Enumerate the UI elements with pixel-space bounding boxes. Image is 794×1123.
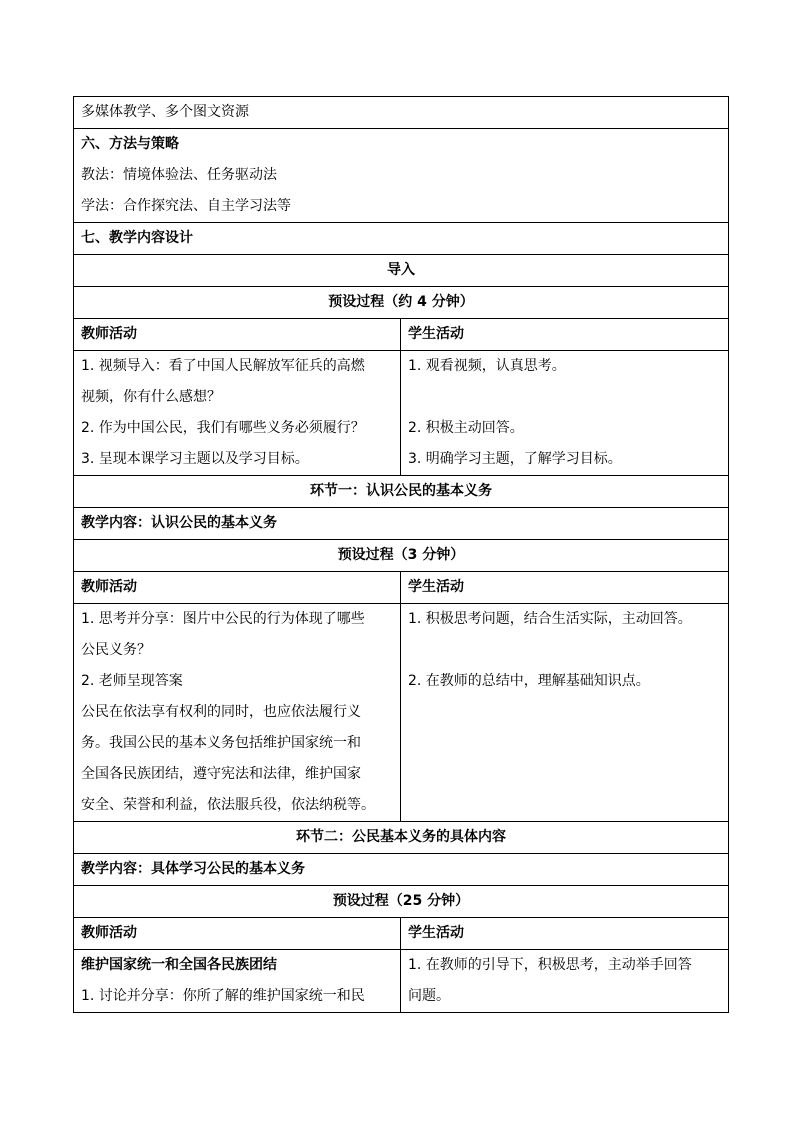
link2-content: 教学内容：具体学习公民的基本义务 xyxy=(74,854,729,886)
link1-title-row xyxy=(74,476,729,508)
teaching-method: 教法：情境体验法、任务驱动法 xyxy=(81,167,277,183)
link1-student-activity xyxy=(401,604,729,822)
resources-row xyxy=(74,97,729,129)
link1-process: 预设过程（3 分钟） xyxy=(74,540,729,572)
intro-header-row xyxy=(74,319,729,351)
intro-process-row xyxy=(74,287,729,319)
methods-row xyxy=(74,129,729,223)
lesson-plan-document xyxy=(73,96,728,1013)
spacer xyxy=(408,635,721,666)
link1-teacher-line: 务。我国公民的基本义务包括维护国家统一和 xyxy=(81,735,361,751)
lesson-plan-table xyxy=(73,96,729,1013)
intro-title-row xyxy=(74,255,729,287)
link2-teacher-header: 教师活动 xyxy=(74,918,401,950)
intro-title: 导入 xyxy=(74,255,729,287)
intro-student-header: 学生活动 xyxy=(401,319,729,351)
intro-student-line: 2. 积极主动回答。 xyxy=(408,420,524,436)
link2-title: 环节二：公民基本义务的具体内容 xyxy=(74,822,729,854)
link2-process-row xyxy=(74,886,729,918)
link1-teacher-line: 公民在依法享有权利的同时，也应依法履行义 xyxy=(81,704,361,720)
link1-teacher-line: 安全、荣誉和利益，依法服兵役，依法纳税等。 xyxy=(81,797,375,813)
link2-activity-row xyxy=(74,950,729,1013)
link2-content-row xyxy=(74,854,729,886)
link1-teacher-line: 1. 思考并分享：图片中公民的行为体现了哪些 xyxy=(81,611,365,627)
link1-teacher-line: 公民义务？ xyxy=(81,642,151,658)
link2-title-row xyxy=(74,822,729,854)
link1-student-header: 学生活动 xyxy=(401,572,729,604)
link2-teacher-subheading: 维护国家统一和全国各民族团结 xyxy=(81,957,277,973)
link1-teacher-line: 全国各民族团结，遵守宪法和法律，维护国家 xyxy=(81,766,361,782)
link1-title: 环节一：认识公民的基本义务 xyxy=(74,476,729,508)
link2-header-row xyxy=(74,918,729,950)
intro-process: 预设过程（约 4 分钟） xyxy=(74,287,729,319)
intro-activity-row xyxy=(74,351,729,476)
methods-cell xyxy=(74,129,729,223)
section7-row xyxy=(74,223,729,255)
link1-header-row xyxy=(74,572,729,604)
link1-activity-row xyxy=(74,604,729,822)
spacer xyxy=(408,382,721,413)
intro-teacher-header: 教师活动 xyxy=(74,319,401,351)
learning-method: 学法：合作探究法、自主学习法等 xyxy=(81,198,291,214)
link2-student-activity xyxy=(401,950,729,1013)
intro-teacher-line: 视频，你有什么感想？ xyxy=(81,389,221,405)
link1-teacher-line: 2. 老师呈现答案 xyxy=(81,673,183,689)
link1-content: 教学内容：认识公民的基本义务 xyxy=(74,508,729,540)
resources-cell: 多媒体教学、多个图文资源 xyxy=(74,97,729,129)
link1-process-row xyxy=(74,540,729,572)
link1-teacher-activity xyxy=(74,604,401,822)
link2-student-header: 学生活动 xyxy=(401,918,729,950)
intro-student-activity xyxy=(401,351,729,476)
intro-teacher-line: 2. 作为中国公民，我们有哪些义务必须履行？ xyxy=(81,420,365,436)
section7-heading: 七、教学内容设计 xyxy=(74,223,729,255)
link2-teacher-activity xyxy=(74,950,401,1013)
link1-student-line: 1. 积极思考问题，结合生活实际，主动回答。 xyxy=(408,611,692,627)
link2-student-line: 问题。 xyxy=(408,988,450,1004)
intro-student-line: 3. 明确学习主题，了解学习目标。 xyxy=(408,451,622,467)
intro-teacher-line: 1. 视频导入：看了中国人民解放军征兵的高燃 xyxy=(81,358,365,374)
link1-content-row xyxy=(74,508,729,540)
section6-heading: 六、方法与策略 xyxy=(81,136,179,152)
link2-student-line: 1. 在教师的引导下，积极思考，主动举手回答 xyxy=(408,957,692,973)
link1-student-line: 2. 在教师的总结中，理解基础知识点。 xyxy=(408,673,650,689)
intro-teacher-activity xyxy=(74,351,401,476)
link2-process: 预设过程（25 分钟） xyxy=(74,886,729,918)
intro-teacher-line: 3. 呈现本课学习主题以及学习目标。 xyxy=(81,451,309,467)
link2-teacher-line: 1. 讨论并分享：你所了解的维护国家统一和民 xyxy=(81,988,365,1004)
link1-teacher-header: 教师活动 xyxy=(74,572,401,604)
intro-student-line: 1. 观看视频，认真思考。 xyxy=(408,358,566,374)
